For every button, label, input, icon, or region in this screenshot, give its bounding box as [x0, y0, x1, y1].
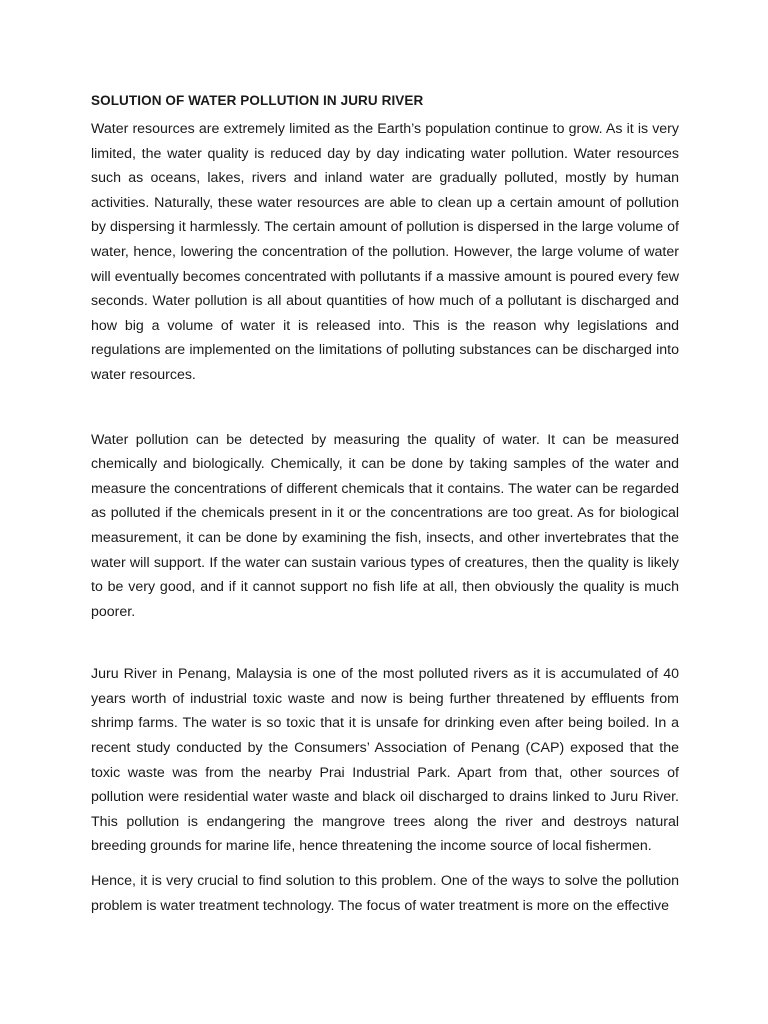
- document-title: SOLUTION OF WATER POLLUTION IN JURU RIVER: [91, 93, 424, 108]
- paragraph-solution: Hence, it is very crucial to find solution to this problem. One of the ways to solve the pollution problem is water treatment technology. The focus of water treatment is more on the effective: [91, 873, 679, 914]
- paragraph-detection: Water pollution can be detected by measuring the quality of water. It can be measured chemically and biologically. Chemically, it can be done by taking samples of the water and measure the concentrations of different chemicals that it contains. The water can be regarded as polluted if the chemicals present in it or the concentrations are too great. As for biological measurement, it can be done by examining the fish, insects, and other invertebrates that the water will support. If the water can sustain various types of creatures, then the quality is likely to be very good, and if it cannot support no fish life at all, then obviously the quality is much poorer.: [91, 431, 679, 620]
- document-body: [91, 91, 679, 918]
- paragraph-water-resources: Water resources are extremely limited as the Earth’s population continue to grow. As it is very limited, the water quality is reduced day by day indicating water pollution. Water resources such as oceans, lakes, rivers and inland water are gradually polluted, mostly by human activities. Naturally, these water resources are able to clean up a certain amount of pollution by dispersing it harmlessly. The certain amount of pollution is dispersed in the large volume of water, hence, lowering the concentration of the pollution. However, the large volume of water will eventually becomes concentrated with pollutants if a massive amount is poured every few seconds. Water pollution is all about quantities of how much of a pollutant is discharged and how big a volume of water it is released into. This is the reason why legislations and regulations are implemented on the limitations of polluting substances can be discharged into water resources.: [91, 121, 679, 383]
- paragraph-juru-river: Juru River in Penang, Malaysia is one of the most polluted rivers as it is accumulated of 40 years worth of industrial toxic waste and now is being further threatened by effluents from shrimp farms. The water is so toxic that it is unsafe for drinking even after being boiled. In a recent study conducted by the Consumers’ Association of Penang (CAP) exposed that the toxic waste was from the nearby Prai Industrial Park. Apart from that, other sources of pollution were residential water waste and black oil discharged to drains linked to Juru River. This pollution is endangering the mangrove trees along the river and destroys natural breeding grounds for marine life, hence threatening the income source of local fishermen.: [91, 666, 679, 855]
